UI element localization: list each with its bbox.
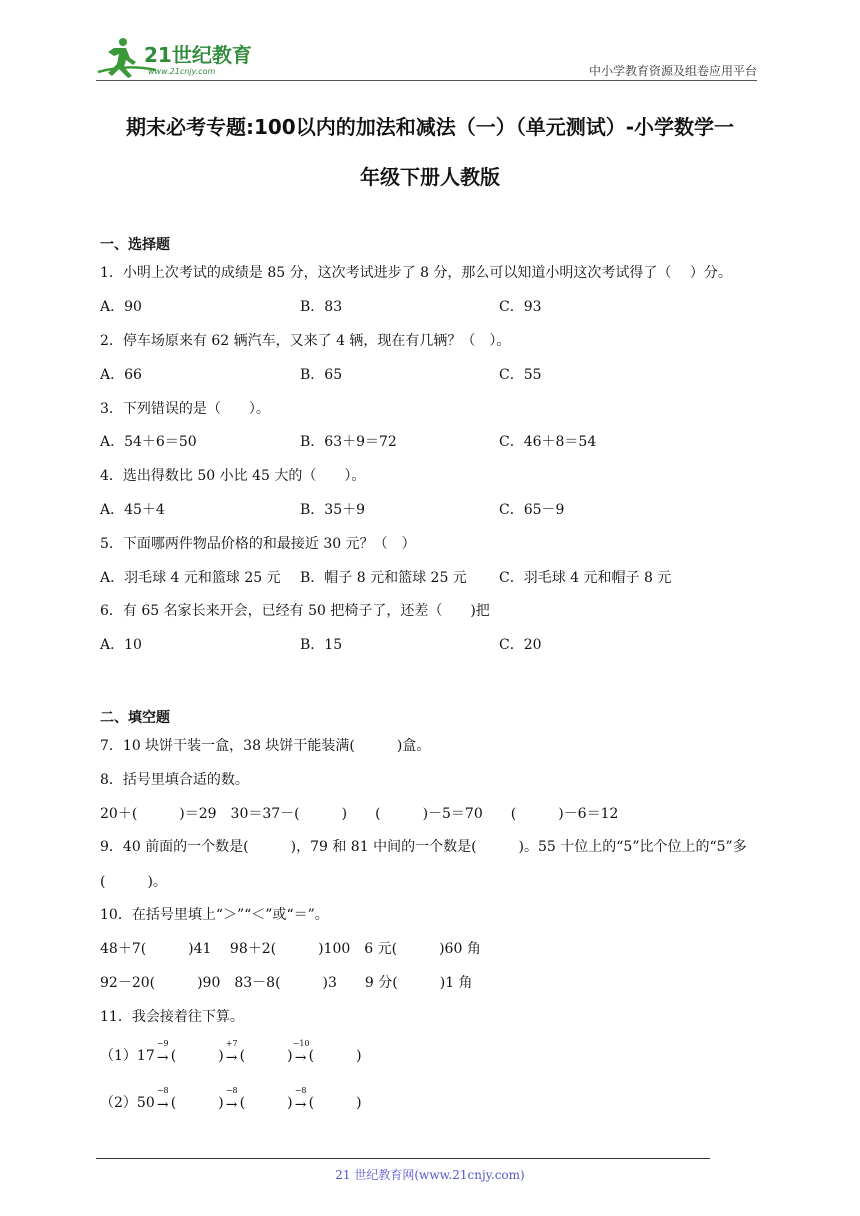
q6-option-b: B．15 (300, 637, 343, 653)
footer-divider (96, 1158, 710, 1159)
q2-option-b: B．65 (300, 367, 343, 383)
q3-option-a: A．54＋6＝50 (100, 434, 197, 450)
question-9-continued: ( )。 (100, 874, 167, 890)
q5-option-b: B．帽子 8 元和篮球 25 元 (300, 570, 467, 586)
arrow-label: −10 (292, 1039, 310, 1048)
svg-text:www.21cnjy.com: www.21cnjy.com (148, 67, 216, 76)
row-1-prefix: （1）17 (100, 1048, 155, 1064)
blank: ( ) (308, 1048, 362, 1064)
arrow-label: −9 (156, 1039, 169, 1048)
q3-option-b: B．63＋9＝72 (300, 434, 397, 450)
question-11: 11．我会接着往下算。 (100, 1009, 244, 1025)
question-2: 2．停车场原来有 62 辆汽车，又来了 4 辆，现在有几辆？（ ）。 (100, 333, 511, 349)
question-5: 5．下面哪两件物品价格的和最接近 30 元？（ ） (100, 536, 416, 552)
blank: ( ) (308, 1095, 362, 1111)
site-logo (96, 34, 266, 80)
blank: ( ) (239, 1048, 293, 1064)
q1-option-a: A．90 (100, 299, 142, 315)
question-8: 8．括号里填合适的数。 (100, 772, 249, 788)
arrow-label: −8 (156, 1086, 169, 1095)
q6-option-c: C．20 (499, 637, 542, 653)
question-6: 6．有 65 名家长来开会，已经有 50 把椅子了，还差（ )把 (100, 603, 490, 619)
section-heading-fill: 二、填空题 (100, 710, 170, 726)
platform-name: 中小学教育资源及组卷应用平台 (588, 64, 757, 78)
q5-option-c: C．羽毛球 4 元和帽子 8 元 (499, 570, 672, 586)
question-11-row-2 (100, 1086, 362, 1114)
q1-option-b: B．83 (300, 299, 343, 315)
question-10: 10．在括号里填上“＞”“＜”或“＝”。 (100, 907, 329, 923)
title-line-2: 年级下册人教版 (360, 165, 500, 189)
question-4: 4．选出得数比 50 小比 45 大的（ ）。 (100, 468, 366, 484)
title-line-1: 期末必考专题:100以内的加法和减法（一）（单元测试）-小学数学一 (125, 115, 735, 139)
svg-text:21世纪教育: 21世纪教育 (144, 43, 252, 67)
page-title (96, 102, 764, 202)
q6-option-a: A．10 (100, 637, 142, 653)
q5-option-a: A．羽毛球 4 元和篮球 25 元 (100, 570, 281, 586)
question-10-row-1: 48＋7( )41 98＋2( )100 6 元( )60 角 (100, 941, 481, 957)
q4-option-c: C．65－9 (499, 502, 565, 518)
question-11-row-1 (100, 1039, 362, 1067)
arrow-label: −8 (294, 1086, 307, 1095)
blank: ( ) (239, 1095, 293, 1111)
row-2-prefix: （2）50 (100, 1095, 155, 1111)
blank: ( ) (170, 1095, 224, 1111)
question-3: 3．下列错误的是（ ）。 (100, 401, 270, 417)
footer-link[interactable]: 21 世纪教育网(www.21cnjy.com) (335, 1168, 525, 1182)
arrow-icon: −8 → (155, 1096, 171, 1114)
arrow-icon: −8 → (293, 1096, 309, 1114)
arrow-icon: +7 → (224, 1049, 240, 1067)
section-heading-choice: 一、选择题 (100, 237, 170, 253)
q4-option-b: B．35＋9 (300, 502, 366, 518)
question-9: 9．40 前面的一个数是( )，79 和 81 中间的一个数是( )。55 十位上的“5”比个位上的“5”多 (100, 839, 747, 855)
header-divider (96, 80, 757, 81)
blank: ( ) (170, 1048, 224, 1064)
question-1: 1．小明上次考试的成绩是 85 分，这次考试进步了 8 分，那么可以知道小明这次考试得了（ ）分。 (100, 265, 732, 281)
q3-option-c: C．46＋8＝54 (499, 434, 597, 450)
q2-option-c: C．55 (499, 367, 542, 383)
q1-option-c: C．93 (499, 299, 542, 315)
arrow-label: −8 (225, 1086, 238, 1095)
arrow-label: +7 (225, 1039, 238, 1048)
arrow-icon: −9 → (155, 1049, 171, 1067)
question-8-blanks: 20＋( )＝29 30＝37－( ) ( )－5＝70 ( )－6＝12 (100, 806, 619, 822)
arrow-icon: −10 → (292, 1039, 310, 1066)
q2-option-a: A．66 (100, 367, 142, 383)
question-7: 7．10 块饼干装一盒，38 块饼干能装满( )盒。 (100, 738, 431, 754)
q4-option-a: A．45＋4 (100, 502, 165, 518)
question-10-row-2: 92－20( )90 83－8( )3 9 分( )1 角 (100, 975, 473, 991)
arrow-icon: −8 → (224, 1096, 240, 1114)
